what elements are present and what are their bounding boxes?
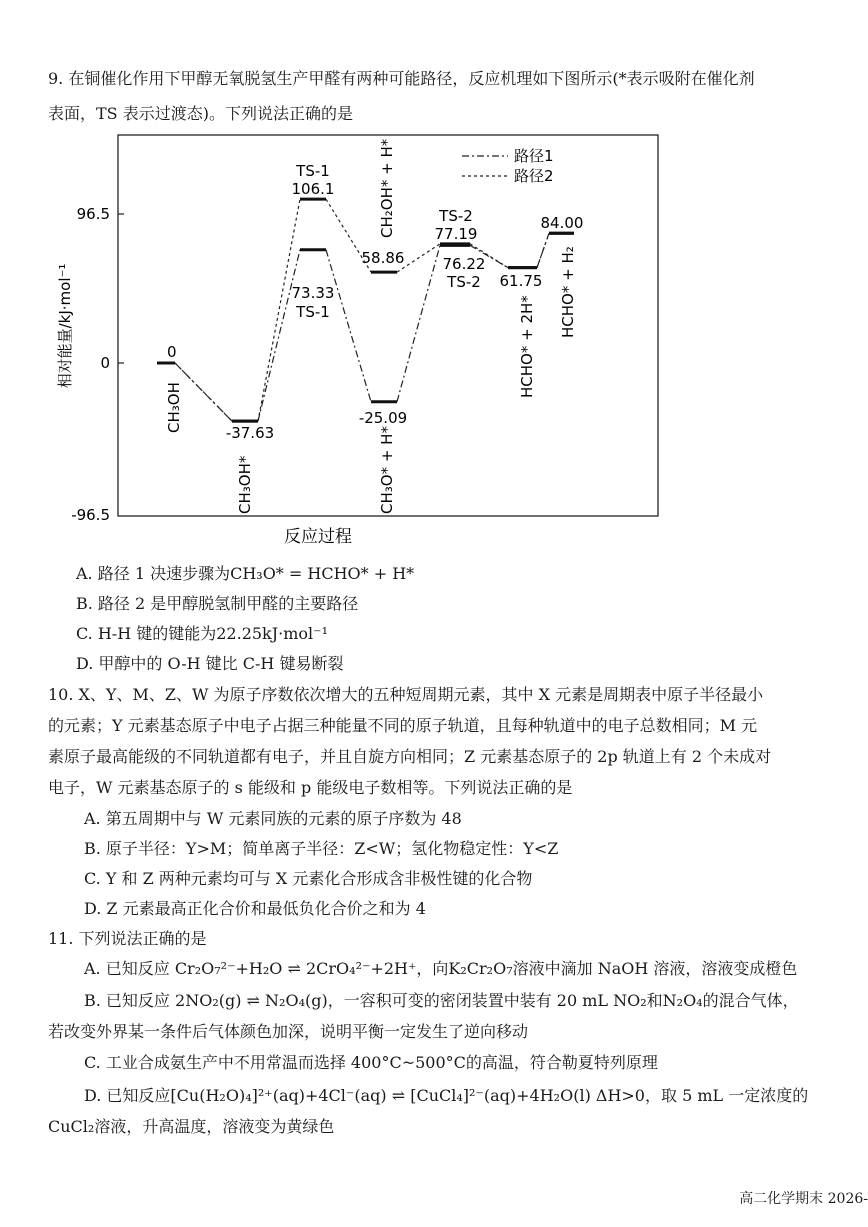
q11-option-b-line2: 若改变外界某一条件后气体颜色加深，说明平衡一定发生了逆向移动 bbox=[48, 1022, 529, 1041]
q10-stem-line4: 电子，W 元素基态原子的 s 能级和 p 能级电子数相等。下列说法正确的是 bbox=[48, 778, 573, 797]
q10-stem-line2: 的元素；Y 元素基态原子中电子占据三种能量不同的原子轨道，且每种轨道中的电子总数相同；M 元 bbox=[48, 716, 758, 735]
q10-option-a: A. 第五周期中与 W 元素同族的元素的原子序数为 48 bbox=[84, 809, 462, 828]
label-ts1-top-value: 106.1 bbox=[291, 180, 335, 198]
label-ch3oh-ads-energy: -37.63 bbox=[225, 424, 275, 442]
species-ch3oh: CH₃OH bbox=[165, 382, 183, 433]
label-hcho-2h-value: 61.75 bbox=[499, 272, 543, 290]
label-ts1-bot-value: 73.33 bbox=[291, 284, 335, 302]
label-ts2-top-value: 77.19 bbox=[434, 225, 478, 243]
q11-option-d-line2: CuCl₂溶液，升高温度，溶液变为黄绿色 bbox=[48, 1117, 335, 1136]
legend-label-path1: 路径1 bbox=[514, 147, 554, 165]
species-ch3o-h: CH₃O* + H* bbox=[378, 426, 396, 514]
label-ch3oh-energy: 0 bbox=[167, 343, 177, 361]
q10-option-c: C. Y 和 Z 两种元素均可与 X 元素化合形成含非极性键的化合物 bbox=[84, 869, 533, 888]
page-footer: 高二化学期末 2026- bbox=[739, 1191, 868, 1207]
series-layer bbox=[157, 199, 574, 421]
q9-option-a: A. 路径 1 决速步骤为CH₃O* = HCHO* + H* bbox=[76, 564, 415, 583]
q10-stem-line3: 素原子最高能级的不同轨道都有电子，并且自旋方向相同；Z 元素基态原子的 2p 轨道上有 2 个未成对 bbox=[48, 747, 772, 766]
energy-profile-chart bbox=[40, 128, 680, 553]
series-2-connector-1 bbox=[258, 199, 300, 421]
label-ts1-top-name: TS-1 bbox=[296, 162, 330, 180]
q11-option-c: C. 工业合成氨生产中不用常温而选择 400°C~500°C的高温，符合勒夏特列原理 bbox=[84, 1053, 658, 1072]
q11-option-d-line1: D. 已知反应[Cu(H₂O)₄]²⁺(aq)+4Cl⁻(aq) ⇌ [CuCl₄]²⁻(aq)+4H₂O(l) ΔH>0，取 5 mL 一定浓度的 bbox=[84, 1086, 809, 1105]
legend-label-path2: 路径2 bbox=[514, 167, 554, 185]
ytick-label-top: 96.5 bbox=[76, 205, 110, 223]
q9-stem-line1: 9. 在铜催化作用下甲醇无氧脱氢生产甲醛有两种可能路径，反应机理如下图所示(*表示吸附在催化剂 bbox=[48, 69, 755, 88]
label-ts2-top-name: TS-2 bbox=[439, 207, 473, 225]
q9-stem-line2: 表面，TS 表示过渡态)。下列说法正确的是 bbox=[48, 104, 353, 123]
series-1-connector-1 bbox=[258, 250, 300, 421]
q10-option-b: B. 原子半径：Y>M；简单离子半径：Z<W；氢化物稳定性：Y<Z bbox=[84, 839, 559, 858]
q9-option-d: D. 甲醇中的 O-H 键比 C-H 键易断裂 bbox=[76, 654, 344, 673]
label-ts2-bot-name: TS-2 bbox=[447, 273, 481, 291]
y-axis-label: 相对能量/kJ·mol⁻¹ bbox=[56, 263, 74, 389]
x-axis-label: 反应过程 bbox=[284, 527, 352, 547]
q11-option-b-line1: B. 已知反应 2NO₂(g) ⇌ N₂O₄(g)，一容积可变的密闭装置中装有 20 mL NO₂和N₂O₄的混合气体， bbox=[84, 991, 799, 1010]
q10-stem-line1: 10. X、Y、M、Z、W 为原子序数依次增大的五种短周期元素，其中 X 元素是周期表中原子半径最小 bbox=[48, 685, 764, 704]
q10-option-d: D. Z 元素最高正化合价和最低负化合价之和为 4 bbox=[84, 899, 426, 918]
q11-option-a: A. 已知反应 Cr₂O₇²⁻+H₂O ⇌ 2CrO₄²⁻+2H⁺，向K₂Cr₂O₇溶液中滴加 NaOH 溶液，溶液变成橙色 bbox=[84, 959, 798, 978]
q9-option-b: B. 路径 2 是甲醇脱氢制甲醛的主要路径 bbox=[76, 594, 359, 613]
label-ts2-bot-value: 76.22 bbox=[442, 255, 486, 273]
species-hcho-h2: HCHO* + H₂ bbox=[559, 246, 577, 338]
species-ch3oh-ads: CH₃OH* bbox=[236, 455, 254, 514]
series-1-connector-3 bbox=[397, 245, 440, 401]
species-ch2oh-h: CH₂OH* + H* bbox=[378, 138, 396, 238]
series-1-connector-2 bbox=[326, 250, 371, 402]
ytick-label-zero: 0 bbox=[100, 354, 110, 372]
label-ts1-bot-name: TS-1 bbox=[296, 303, 330, 321]
ytick-label-bottom: -96.5 bbox=[71, 506, 110, 524]
label-mid-top-value: 58.86 bbox=[361, 249, 405, 267]
species-hcho-2h: HCHO* + 2H* bbox=[518, 295, 536, 398]
label-final-value: 84.00 bbox=[540, 214, 584, 232]
q9-option-c: C. H-H 键的键能为22.25kJ·mol⁻¹ bbox=[76, 624, 329, 643]
label-mid-bot-value: -25.09 bbox=[358, 409, 408, 427]
q11-stem: 11. 下列说法正确的是 bbox=[48, 929, 207, 948]
